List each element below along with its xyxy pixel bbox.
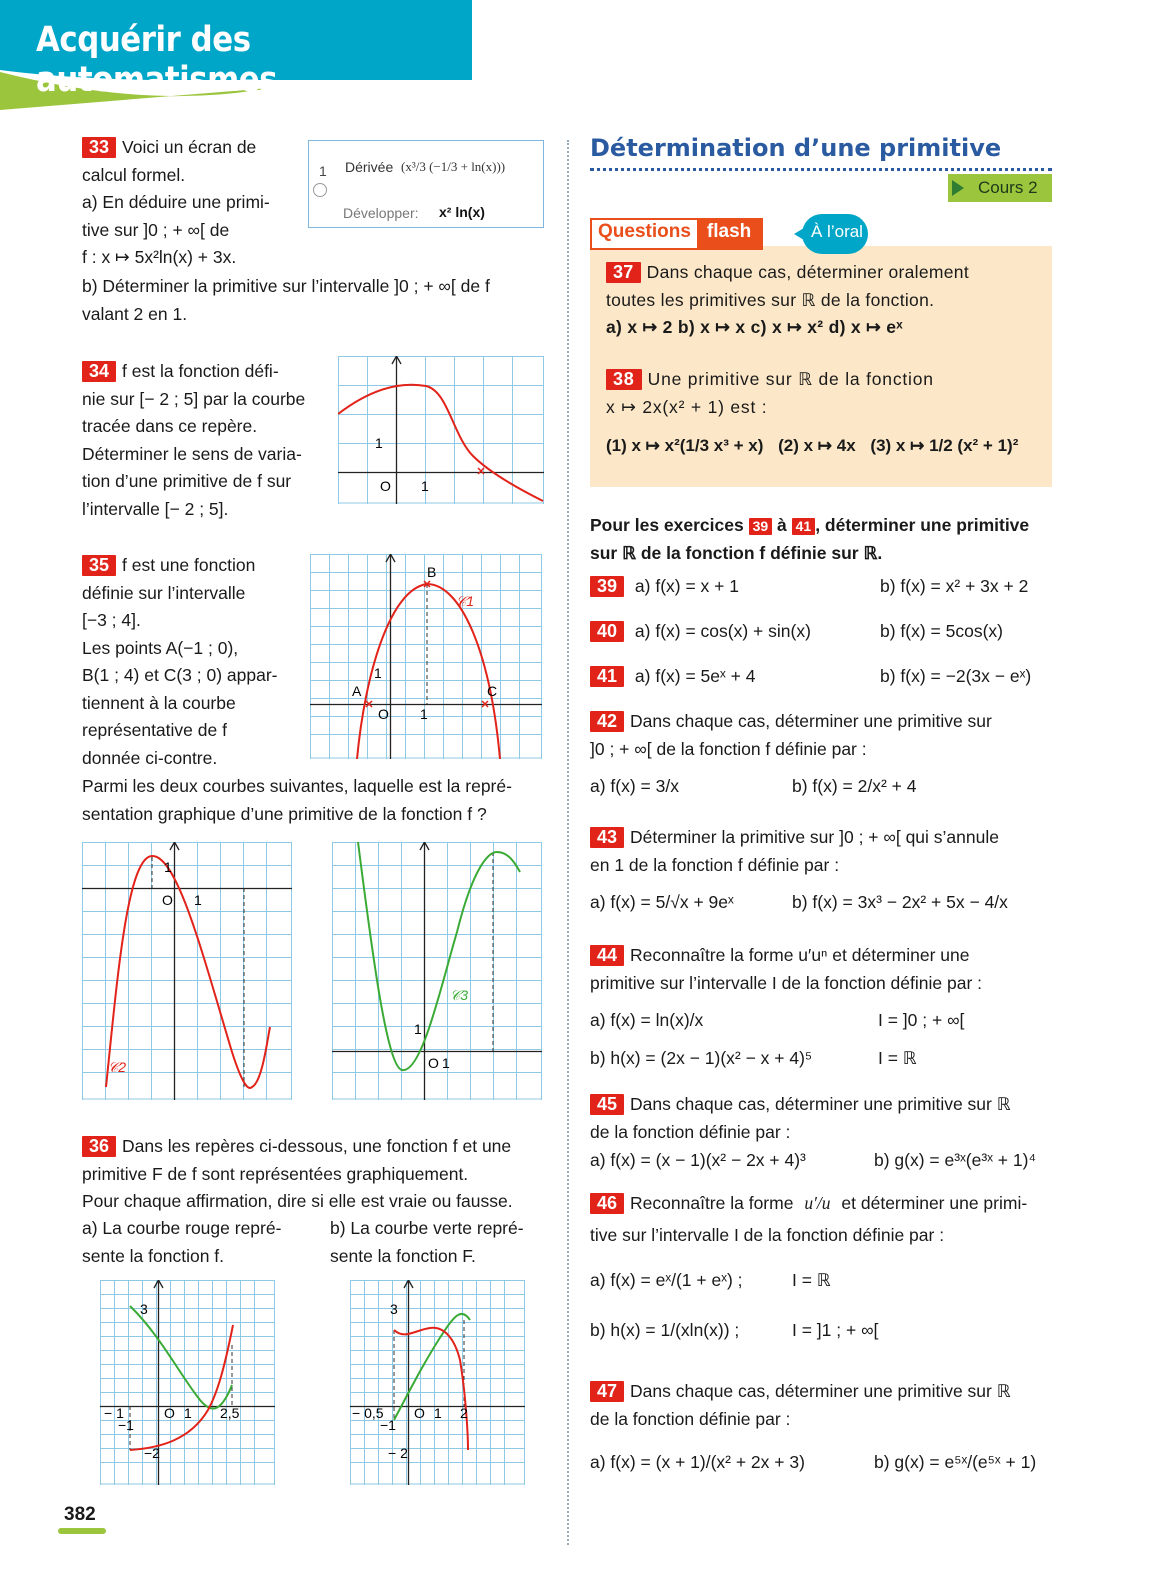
part-b: b) h(x) = 1/(xln(x)) ; (590, 1320, 740, 1340)
bubble-tail-icon (794, 228, 804, 240)
exercise-number: 35 (82, 555, 116, 576)
exercise-42 (590, 708, 1060, 763)
answer-items: a) x ↦ 2 b) x ↦ x c) x ↦ x² d) x ↦ eˣ (606, 317, 903, 337)
part-a: a) f(x) = cos(x) + sin(x) (634, 621, 811, 641)
text-line: f : x ↦ 5x²ln(x) + 3x. (82, 247, 237, 267)
text-line: f est une fonction (122, 555, 256, 575)
page-title: Acquérir des automatismes (36, 20, 278, 100)
exercise-45-parts (590, 1150, 1060, 1171)
part-a: a) f(x) = (x − 1)(x² − 2x + 4)³ (590, 1150, 806, 1170)
part-a: a) f(x) = 5/√x + 9eˣ (590, 892, 734, 912)
exercise-number: 38 (606, 369, 642, 390)
text-line: l’intervalle [− 2 ; 5]. (82, 498, 229, 519)
x-tick-label: 2,5 (220, 1405, 240, 1421)
exercise-43 (590, 824, 1060, 879)
part-a: a) f(x) = 3/x (590, 776, 679, 796)
x-tick-label: 1 (420, 706, 428, 722)
y-tick-label: −1 (118, 1417, 134, 1433)
curve-label: 𝒞2 (108, 1059, 126, 1075)
text-line: Dans les repères ci-dessous, une fonction f et une (122, 1136, 512, 1156)
origin-label: O (414, 1405, 425, 1421)
x-tick-label: 1 (194, 892, 202, 908)
graph-c3 (332, 842, 542, 1100)
part-a: a) f(x) = 5eˣ + 4 (634, 666, 756, 686)
exercise-number: 33 (82, 137, 116, 158)
y-tick-label: 1 (374, 665, 382, 681)
text-line: Parmi les deux courbes suivantes, laquelle est la repré- (82, 776, 512, 796)
x-tick-label: 2 (460, 1405, 468, 1421)
section-title: Détermination d’une primitive (590, 134, 1002, 162)
y-tick-label: 1 (164, 859, 172, 875)
part-b: b) f(x) = x² + 3x + 2 (880, 576, 1029, 596)
x-tick-label: 1 (442, 1055, 450, 1071)
interval: I = ℝ (878, 1048, 917, 1068)
part-b: b) f(x) = −2(3x − eˣ) (880, 666, 1032, 686)
text-line: de la fonction définie par : (590, 1408, 791, 1429)
text-line: en 1 de la fonction f définie par : (590, 854, 840, 875)
exercise-42-parts (590, 776, 1060, 797)
exercise-39 (590, 576, 1060, 597)
play-icon (952, 180, 964, 196)
exercise-group-intro (590, 512, 1060, 567)
text-line: valant 2 en 1. (82, 303, 188, 324)
part-a: a) f(x) = x + 1 (634, 576, 739, 596)
answer-item: (3) x ↦ 1/2 (x² + 1)² (870, 436, 1019, 455)
x-tick-label: 1 (434, 1405, 442, 1421)
exercise-38 (606, 366, 1046, 421)
text-line: Dans chaque cas, déterminer oralement (646, 262, 969, 282)
y-tick-label: − 2 (388, 1445, 408, 1461)
point-label-b: B (427, 564, 437, 580)
exercise-46 (590, 1190, 1060, 1249)
flash-label (590, 218, 763, 250)
origin-label: O (428, 1055, 439, 1071)
text-line: Pour chaque affirmation, dire si elle est vraie ou fausse. (82, 1191, 513, 1211)
graph-c2 (82, 842, 292, 1100)
exercise-35-question (82, 773, 552, 828)
radio-icon[interactable] (313, 183, 327, 197)
text-line: tracée dans ce repère. (82, 416, 258, 436)
text-line: Pour les exercices (590, 515, 749, 535)
exercise-number: 40 (590, 621, 624, 642)
oral-label: À l’oral (811, 222, 863, 241)
exercise-36-a (82, 1215, 312, 1270)
text-line: Dans chaque cas, déterminer une primitive sur ℝ (630, 1381, 1011, 1401)
part-b: b) g(x) = e³ˣ(e³ˣ + 1)⁴ (874, 1150, 1036, 1170)
text-line: a) En déduire une primi- (82, 192, 270, 212)
exercise-46-b (590, 1320, 1060, 1341)
exercise-34 (82, 358, 322, 523)
graph-36a (100, 1280, 275, 1485)
exercise-38-items (606, 436, 1046, 456)
exercise-number: 34 (82, 361, 116, 382)
graph-36b (350, 1280, 525, 1485)
text-line: de la fonction définie par : (590, 1121, 791, 1142)
exercise-35 (82, 552, 287, 772)
cours-tag-label: Cours 2 (978, 178, 1038, 197)
text-line: nie sur [− 2 ; 5] par la courbe (82, 388, 306, 409)
text-line: Les points A(−1 ; 0), (82, 637, 239, 658)
x-tick-label: 1 (184, 1405, 192, 1421)
text-line: Déterminer le sens de varia- (82, 443, 302, 464)
graph-34 (338, 356, 544, 504)
part-b: b) f(x) = 5cos(x) (880, 621, 1004, 641)
curve-label: 𝒞1 (456, 593, 474, 609)
text-line: Dans chaque cas, déterminer une primitive sur (630, 711, 992, 731)
exercise-43-parts (590, 892, 1060, 913)
interval: I = ℝ (792, 1270, 831, 1290)
page-number: 382 (64, 1504, 96, 1525)
section-title-underline (590, 168, 1052, 171)
exercise-number: 43 (590, 827, 624, 848)
cas-screen (308, 140, 544, 228)
exercise-number: 37 (606, 262, 641, 283)
text-line: donnée ci-contre. (82, 747, 218, 768)
page-number-underline (58, 1528, 106, 1534)
text-line: [−3 ; 4]. (82, 610, 141, 630)
text-line: calcul formel. (82, 164, 186, 185)
text-line: Déterminer la primitive sur ]0 ; + ∞[ qui s’annule (630, 827, 999, 847)
exercise-number: 39 (590, 576, 624, 597)
text-line: primitive F de f sont représentées graphiquement. (82, 1163, 469, 1184)
y-tick-label: 1 (375, 435, 383, 451)
text-line: sente la fonction F. (330, 1245, 476, 1266)
exercise-number: 47 (590, 1381, 624, 1402)
text-line: tion d’une primitive de f sur (82, 471, 292, 491)
text-line: sur ℝ de la fonction f définie sur ℝ. (590, 542, 883, 563)
exercise-number: 46 (590, 1193, 624, 1214)
text-line: primitive sur l’intervalle I de la fonction définie par : (590, 972, 982, 993)
cas-expression: (x³/3 (−1/3 + ln(x))) (401, 159, 506, 174)
part-b: b) f(x) = 3x³ − 2x² + 5x − 4/x (792, 892, 1008, 912)
origin-label: O (380, 478, 391, 494)
y-tick-label: 3 (140, 1301, 148, 1317)
interval: I = ]0 ; + ∞[ (878, 1010, 965, 1030)
text-line: ]0 ; + ∞[ de la fonction f définie par : (590, 738, 867, 759)
exercise-number: 42 (590, 711, 624, 732)
header-banner (0, 0, 475, 100)
text-line: b) Déterminer la primitive sur l’intervalle ]0 ; + ∞[ de f (82, 276, 490, 296)
text-line: tive sur ]0 ; + ∞[ de (82, 219, 230, 240)
exercise-number: 41 (590, 666, 624, 687)
text-line: toutes les primitives sur ℝ de la fonction. (606, 289, 935, 310)
y-tick-label: 3 (390, 1301, 398, 1317)
exercise-number: 45 (590, 1094, 624, 1115)
exercise-47-parts (590, 1452, 1060, 1473)
text-line: tiennent à la courbe (82, 692, 236, 713)
exercise-40 (590, 621, 1060, 642)
exercise-36-b (330, 1215, 560, 1270)
text-line: f est la fonction défi- (122, 361, 279, 381)
exercise-44-b (590, 1048, 1060, 1069)
text-line: sente la fonction f. (82, 1245, 225, 1266)
flash-label-1: Questions (598, 221, 691, 242)
y-tick-label: −2 (144, 1445, 160, 1461)
x-tick-label: − 1 (104, 1405, 124, 1421)
exercise-41 (590, 666, 1060, 687)
text-line: b) La courbe verte repré- (330, 1218, 524, 1238)
x-tick-label: 1 (421, 478, 429, 494)
answer-item: (1) x ↦ x²(1/3 x³ + x) (606, 436, 764, 455)
y-tick-label: 1 (414, 1021, 422, 1037)
fraction: u′/u (804, 1193, 831, 1213)
origin-label: O (164, 1405, 175, 1421)
text-line: Reconnaître la forme u′uⁿ et déterminer une (630, 945, 970, 965)
y-tick-label: −1 (380, 1417, 396, 1433)
exercise-36 (82, 1133, 557, 1216)
exercise-44-a (590, 1010, 1060, 1031)
origin-label: O (162, 892, 173, 908)
text-line: Dans chaque cas, déterminer une primitive sur ℝ (630, 1094, 1011, 1114)
exercise-number: 44 (590, 945, 624, 966)
part-b: b) g(x) = e⁵ˣ/(e⁵ˣ + 1) (874, 1452, 1037, 1472)
text-line: Une primitive sur ℝ de la fonction (647, 369, 934, 389)
part-a: a) f(x) = ln(x)/x (590, 1010, 704, 1030)
text-line: Voici un écran de (122, 137, 257, 157)
answer-item: (2) x ↦ 4x (778, 436, 856, 455)
cas-command: Dérivée (345, 159, 394, 175)
cas-output: x² ln(x) (439, 204, 485, 220)
point-label-c: C (487, 683, 498, 699)
point-label-a: A (352, 683, 362, 699)
part-a: a) f(x) = (x + 1)/(x² + 2x + 3) (590, 1452, 805, 1472)
part-b: b) h(x) = (2x − 1)(x² − x + 4)⁵ (590, 1048, 813, 1068)
text-line: définie sur l’intervalle (82, 582, 246, 603)
text-line: B(1 ; 4) et C(3 ; 0) appar- (82, 665, 278, 685)
text-line: a) La courbe rouge repré- (82, 1218, 282, 1238)
cas-output-label: Développer: (343, 205, 419, 221)
cas-line-number: 1 (319, 163, 327, 179)
text-line: tive sur l’intervalle I de la fonction définie par : (590, 1224, 945, 1245)
interval: I = ]1 ; + ∞[ (792, 1320, 879, 1340)
column-divider (567, 140, 569, 1545)
x-tick-label: − 0,5 (352, 1405, 384, 1421)
exercise-44 (590, 942, 1060, 997)
text-line: x ↦ 2x(x² + 1) est : (606, 396, 768, 417)
exercise-37 (606, 259, 1046, 342)
graph-35 (310, 554, 542, 759)
text-line: et déterminer une primi- (841, 1193, 1028, 1213)
exercise-33-b (82, 273, 552, 328)
exercise-ref: 41 (792, 518, 816, 535)
oral-bubble (802, 214, 868, 254)
origin-label: O (378, 706, 389, 722)
cours-tag[interactable] (948, 174, 1052, 202)
text-line: à (772, 515, 792, 535)
flash-label-2: flash (697, 220, 761, 248)
exercise-46-a (590, 1270, 1060, 1291)
text-line: , déterminer une primitive (815, 515, 1030, 535)
exercise-45 (590, 1091, 1060, 1146)
exercise-number: 36 (82, 1136, 116, 1157)
curve-label: 𝒞3 (450, 987, 468, 1003)
exercise-ref: 39 (749, 518, 773, 535)
text-line: représentative de f (82, 720, 227, 740)
exercise-47 (590, 1378, 1060, 1433)
part-a: a) f(x) = eˣ/(1 + eˣ) ; (590, 1270, 743, 1290)
part-b: b) f(x) = 2/x² + 4 (792, 776, 917, 796)
text-line: Reconnaître la forme (630, 1193, 794, 1213)
text-line: sentation graphique d’une primitive de la fonction f ? (82, 803, 487, 824)
exercise-33 (82, 134, 317, 272)
